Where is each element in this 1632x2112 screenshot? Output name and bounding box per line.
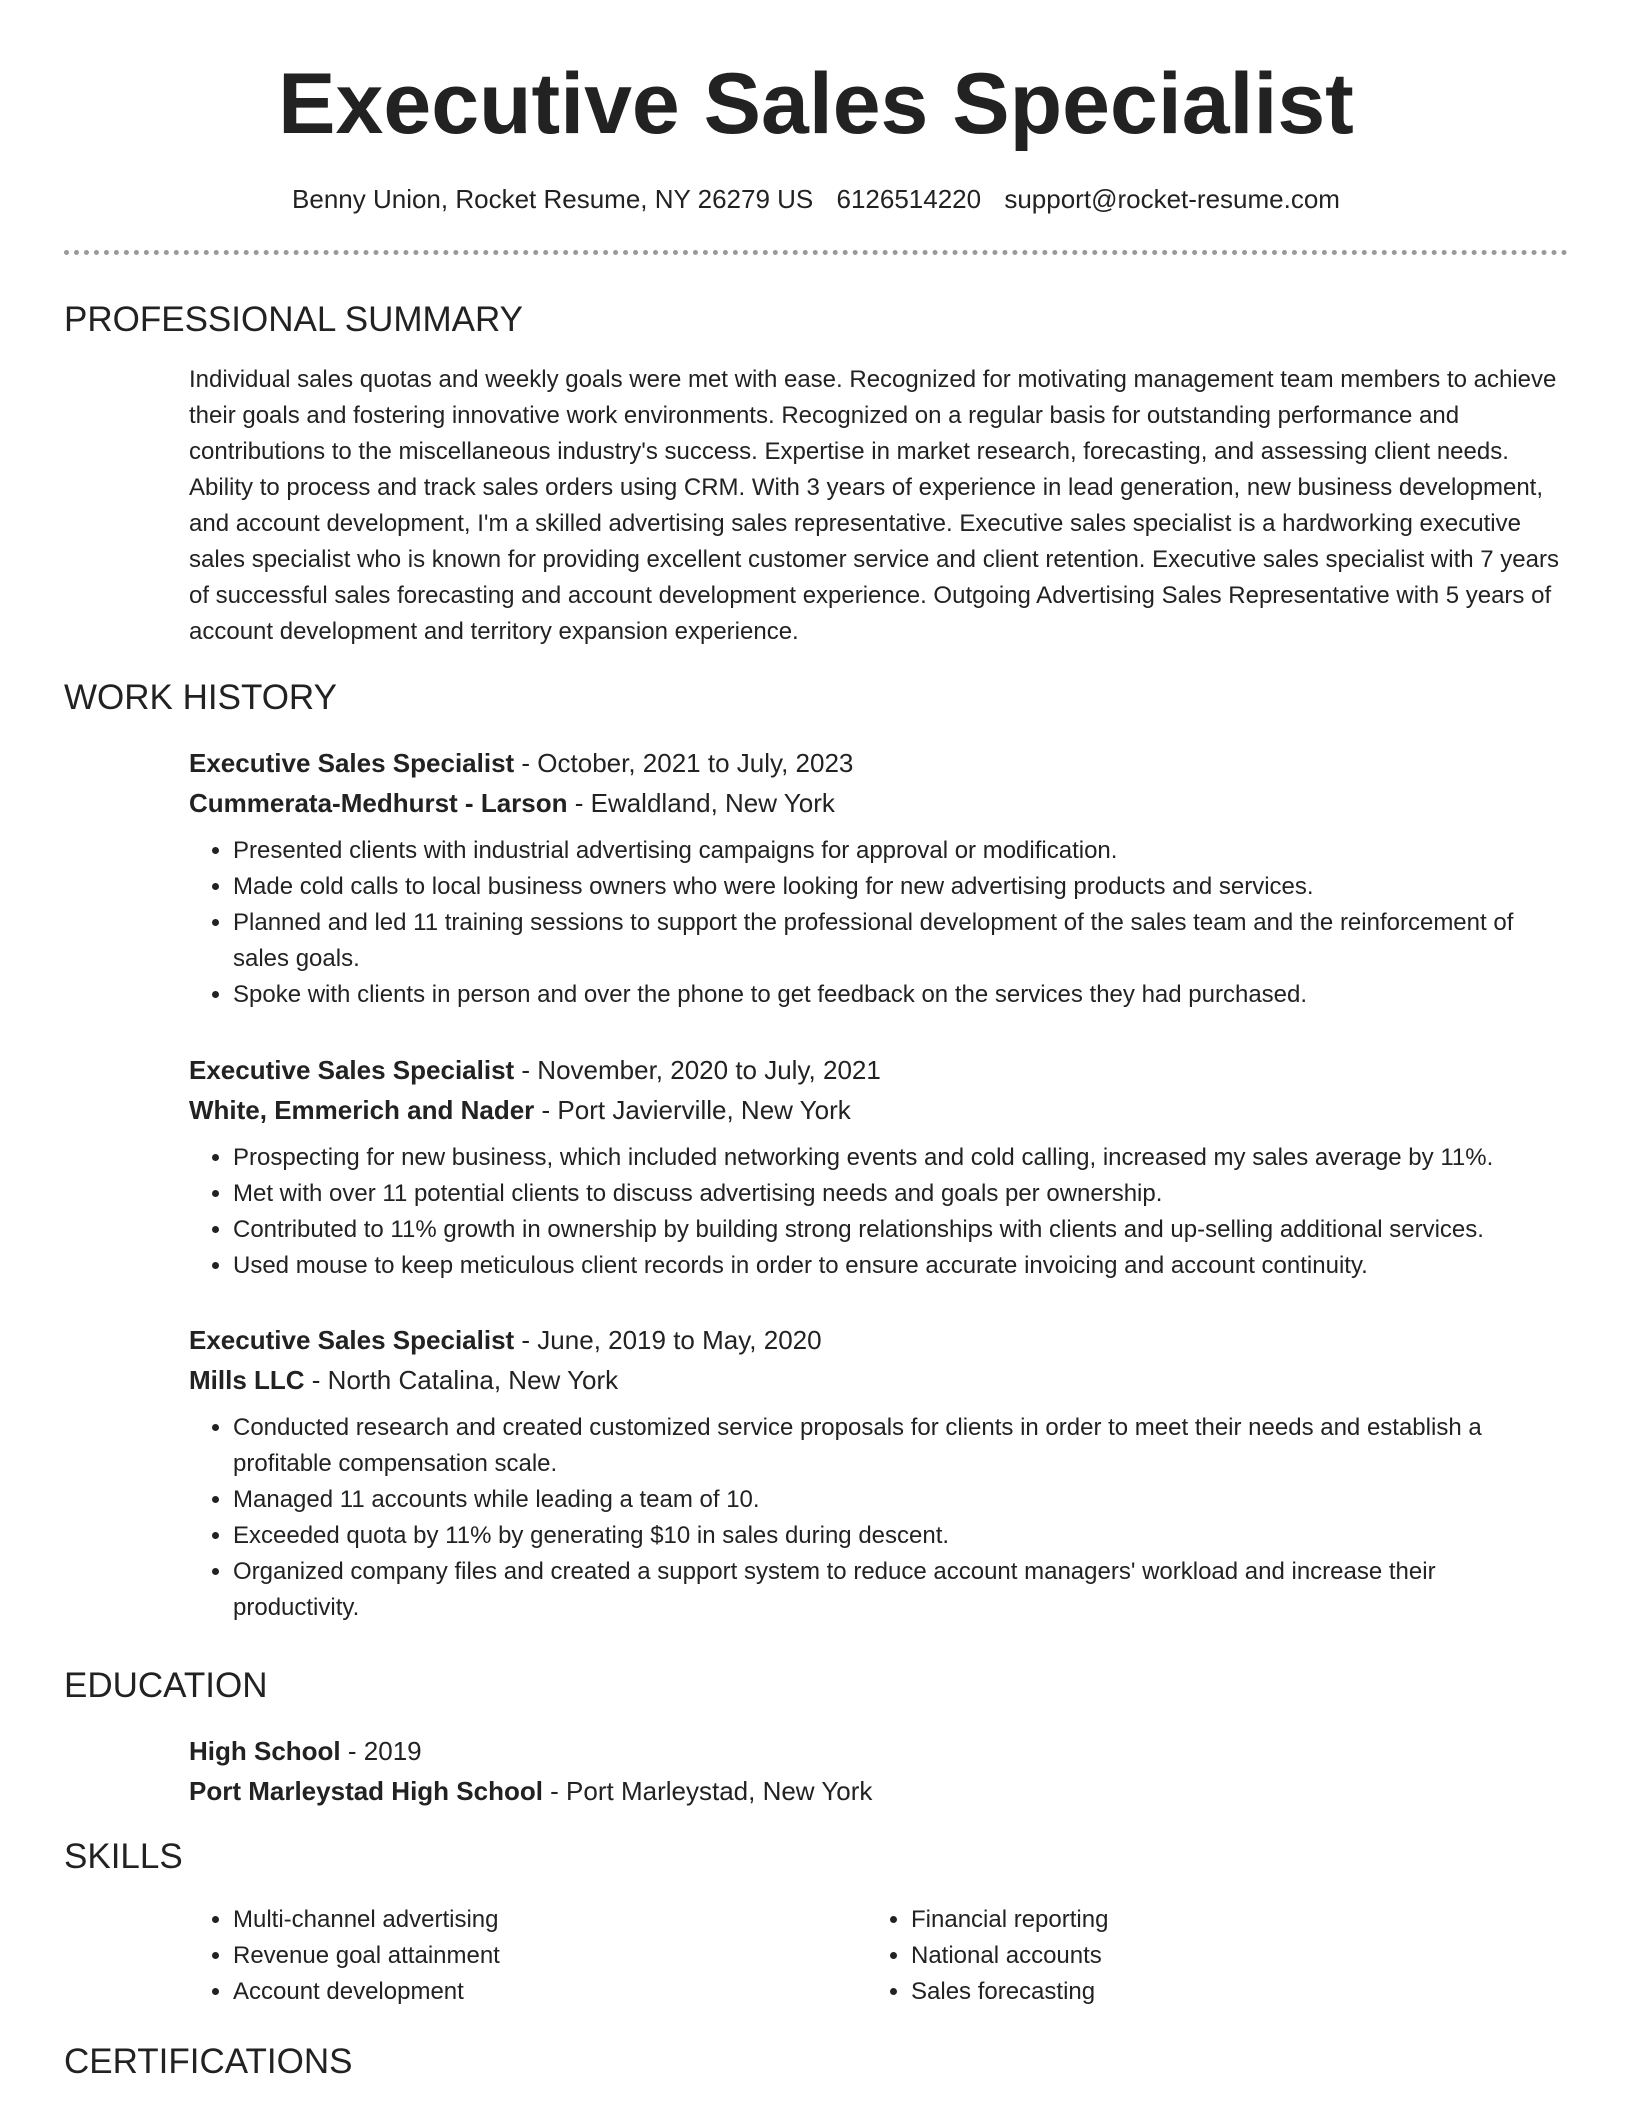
contact-line <box>0 180 1632 218</box>
job-title: Executive Sales Specialist <box>189 1055 515 1085</box>
education-year: - 2019 <box>340 1736 422 1766</box>
job-entry <box>189 1320 1559 1626</box>
job-company-line <box>189 1360 1559 1400</box>
job-bullet: • Spoke with clients in person and over the phone to get feedback on the services they had purchased. <box>233 977 1559 1013</box>
skill-item: • Multi-channel advertising <box>233 1902 867 1938</box>
job-dates: - June, 2019 to May, 2020 <box>514 1325 822 1355</box>
job-company-line <box>189 1090 1559 1130</box>
job-bullet: • Planned and led 11 training sessions to support the professional development of the sales team and the reinforcement of sales goals. <box>233 905 1559 977</box>
skill-item: • National accounts <box>911 1938 1545 1974</box>
job-title: Executive Sales Specialist <box>189 748 515 778</box>
contact-phone: 6126514220 <box>836 184 982 214</box>
skills-column-right <box>867 1902 1545 2010</box>
summary-heading: PROFESSIONAL SUMMARY <box>64 300 523 339</box>
work-history-heading: WORK HISTORY <box>64 678 337 717</box>
job-company: Cummerata-Medhurst - Larson <box>189 788 568 818</box>
summary-section <box>189 362 1559 650</box>
job-dates: - November, 2020 to July, 2021 <box>514 1055 881 1085</box>
job-bullet: • Managed 11 accounts while leading a team of 10. <box>233 1482 1559 1518</box>
education-degree: High School <box>189 1736 341 1766</box>
job-bullets <box>189 1140 1559 1284</box>
skills-grid <box>189 1902 1559 2010</box>
summary-text: Individual sales quotas and weekly goals were met with ease. Recognized for motivating management team members to achieve their goals and fostering innovative work environments. Recognized on a regular basis for outstanding performance and contributions to the miscellaneous industry's success. Expertise in market research, forecasting, and assessing client needs. Ability to process and track sales orders using CRM. With 3 years of experience in lead generation, new business development, and account development, I'm a skilled advertising sales representative. Executive sales specialist is a hardworking executive sales specialist who is known for providing excellent customer service and client retention. Executive sales specialist with 7 years of successful sales forecasting and account development experience. Outgoing Advertising Sales Representative with 5 years of account development and territory expansion experience. <box>189 366 1559 645</box>
job-bullet: • Contributed to 11% growth in ownership by building strong relationships with clients and up-selling additional services. <box>233 1212 1559 1248</box>
job-bullet: • Prospecting for new business, which included networking events and cold calling, increased my sales average by 11%. <box>233 1140 1559 1176</box>
job-title-line <box>189 1320 1559 1360</box>
skills-heading: SKILLS <box>64 1837 183 1876</box>
skills-section <box>189 1902 1559 2010</box>
job-bullet: • Met with over 11 potential clients to discuss advertising needs and goals per ownership. <box>233 1176 1559 1212</box>
job-bullet: • Presented clients with industrial advertising campaigns for approval or modification. <box>233 833 1559 869</box>
job-company: Mills LLC <box>189 1365 305 1395</box>
skill-item: • Account development <box>233 1974 867 2010</box>
job-location: - North Catalina, New York <box>304 1365 619 1395</box>
job-bullet: • Used mouse to keep meticulous client records in order to ensure accurate invoicing and account continuity. <box>233 1248 1559 1284</box>
education-entry <box>189 1731 1559 1811</box>
job-bullet: • Organized company files and created a support system to reduce account managers' workload and increase their productivity. <box>233 1554 1559 1626</box>
job-dates: - October, 2021 to July, 2023 <box>514 748 854 778</box>
job-title: Executive Sales Specialist <box>189 1325 515 1355</box>
job-bullet: • Conducted research and created customized service proposals for clients in order to meet their needs and establish a profitable compensation scale. <box>233 1410 1559 1482</box>
skill-item: • Sales forecasting <box>911 1974 1545 2010</box>
education-school-line <box>189 1771 1559 1811</box>
job-company-line <box>189 783 1559 823</box>
job-company: White, Emmerich and Nader <box>189 1095 535 1125</box>
resume-title: Executive Sales Specialist <box>278 56 1354 152</box>
contact-email: support@rocket-resume.com <box>1004 184 1340 214</box>
job-bullets <box>189 1410 1559 1626</box>
education-location: - Port Marleystad, New York <box>542 1776 873 1806</box>
job-location: - Ewaldland, New York <box>567 788 835 818</box>
job-entry <box>189 743 1559 1013</box>
job-bullets <box>189 833 1559 1013</box>
certifications-heading: CERTIFICATIONS <box>64 2042 353 2081</box>
job-title-line <box>189 1050 1559 1090</box>
job-bullet: • Made cold calls to local business owners who were looking for new advertising products and services. <box>233 869 1559 905</box>
header-divider <box>64 250 1568 255</box>
job-title-line <box>189 743 1559 783</box>
education-degree-line <box>189 1731 1559 1771</box>
skill-item: • Financial reporting <box>911 1902 1545 1938</box>
job-location: - Port Javierville, New York <box>534 1095 851 1125</box>
job-entry <box>189 1050 1559 1284</box>
skills-column-left <box>189 1902 867 2010</box>
education-heading: EDUCATION <box>64 1666 268 1705</box>
education-school: Port Marleystad High School <box>189 1776 543 1806</box>
skill-item: • Revenue goal attainment <box>233 1938 867 1974</box>
job-bullet: • Exceeded quota by 11% by generating $10 in sales during descent. <box>233 1518 1559 1554</box>
contact-address: Benny Union, Rocket Resume, NY 26279 US <box>292 184 814 214</box>
